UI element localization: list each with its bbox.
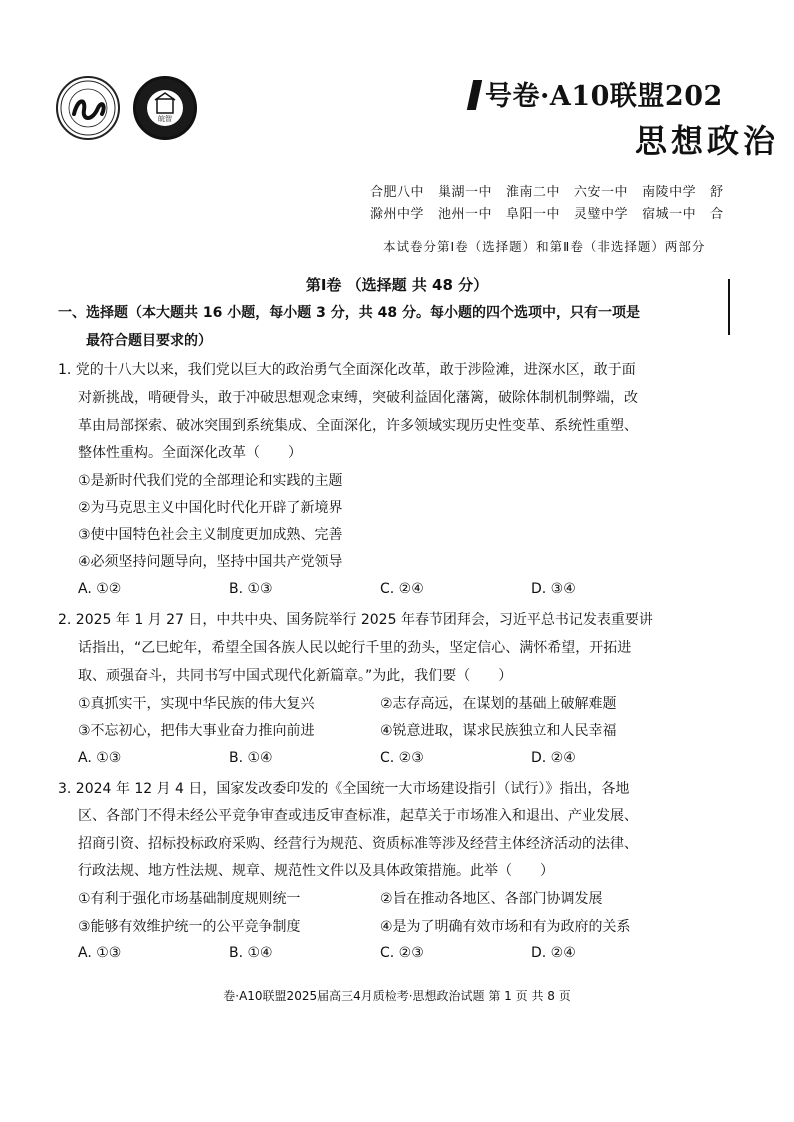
q2-line: 话指出，“乙巳蛇年，希望全国各族人民以蛇行千里的劲头，坚定信心、满怀希望，开拓进 xyxy=(78,640,632,656)
school-name: 淮南二中 xyxy=(506,185,561,200)
q3-line: 3. 2024 年 12 月 4 日，国家发改委印发的《全国统一大市场建设指引（试行）》指出，各地 xyxy=(58,781,630,797)
q1-option-b[interactable]: B. ①③ xyxy=(229,581,273,597)
alliance-logo xyxy=(56,76,120,140)
q3-option-b[interactable]: B. ①④ xyxy=(229,945,273,961)
school-name: 合 xyxy=(710,207,724,222)
q2-option-d[interactable]: D. ②④ xyxy=(531,750,576,766)
q3-statement: ④是为了明确有效市场和有为政府的关系 xyxy=(380,919,631,935)
page-footer: 卷·A10联盟2025届高三4月质检考·思想政治试题 第 1 页 共 8 页 xyxy=(223,989,571,1003)
q3-line: 行政法规、地方性法规、规章、规范性文件以及具体政策措施。此举（ ） xyxy=(78,863,554,879)
q3-option-c[interactable]: C. ②③ xyxy=(380,945,424,961)
q1-option-c[interactable]: C. ②④ xyxy=(380,581,424,597)
q1-line: 整体性重构。全面深化改革（ ） xyxy=(78,445,302,461)
schools-row-2 xyxy=(370,203,738,222)
instruction-line-2: 最符合题目要求的） xyxy=(86,333,212,349)
svg-text:皖智: 皖智 xyxy=(158,115,172,123)
exam-title: 号卷·A10联盟202 xyxy=(470,74,723,113)
school-name: 南陵中学 xyxy=(642,185,697,200)
q2-statement: ③不忘初心，把伟大事业奋力推向前进 xyxy=(78,723,315,739)
q3-option-a[interactable]: A. ①③ xyxy=(78,945,122,961)
q3-option-d[interactable]: D. ②④ xyxy=(531,945,576,961)
q2-line: 取、顽强奋斗，共同书写中国式现代化新篇章。”为此，我们要（ ） xyxy=(78,668,513,684)
q2-statement: ②志存高远，在谋划的基础上破解难题 xyxy=(380,696,617,712)
q3-statement: ②旨在推动各地区、各部门协调发展 xyxy=(380,891,603,907)
school-name: 宿城一中 xyxy=(642,207,697,222)
q1-line: 对新挑战，啃硬骨头，敢于冲破思想观念束缚，突破利益固化藩篱，破除体制机制弊端，改 xyxy=(78,390,638,406)
school-name: 滁州中学 xyxy=(370,207,425,222)
school-name: 巢湖一中 xyxy=(438,185,493,200)
q1-line: 1. 党的十八大以来，我们党以巨大的政治勇气全面深化改革，敢于涉险滩，进深水区，敢于面 xyxy=(58,362,636,378)
q1-option-a[interactable]: A. ①② xyxy=(78,581,122,597)
q2-option-b[interactable]: B. ①④ xyxy=(229,750,273,766)
school-name: 合肥八中 xyxy=(370,185,425,200)
school-name: 池州一中 xyxy=(438,207,493,222)
school-name: 灵璧中学 xyxy=(574,207,629,222)
q1-line: 革由局部探索、破冰突围到系统集成、全面深化，许多领域实现历史性变革、系统性重塑、 xyxy=(78,418,638,434)
title-mark-icon xyxy=(467,80,482,110)
subject-title: 思想政治 xyxy=(635,122,780,160)
q1-statement: ④必须坚持问题导向，坚持中国共产党领导 xyxy=(78,554,343,570)
q1-option-d[interactable]: D. ③④ xyxy=(531,581,576,597)
exam-note: 本试卷分第Ⅰ卷（选择题）和第Ⅱ卷（非选择题）两部分 xyxy=(383,239,706,254)
q3-statement: ①有利于强化市场基础制度规则统一 xyxy=(78,891,301,907)
q2-statement: ④锐意进取，谋求民族独立和人民幸福 xyxy=(380,723,617,739)
instruction-line-1: 一、选择题（本大题共 16 小题，每小题 3 分，共 48 分。每小题的四个选项中，只有一项是 xyxy=(58,305,640,321)
schools-row-1 xyxy=(370,181,738,200)
q1-statement: ②为马克思主义中国化时代化开辟了新境界 xyxy=(78,500,343,516)
q2-statement: ①真抓实干，实现中华民族的伟大复兴 xyxy=(78,696,315,712)
school-name: 六安一中 xyxy=(574,185,629,200)
school-name: 舒 xyxy=(710,185,724,200)
q3-statement: ③能够有效维护统一的公平竞争制度 xyxy=(78,919,301,935)
q2-option-c[interactable]: C. ②③ xyxy=(380,750,424,766)
q3-line: 区、各部门不得未经公平竞争审查或违反审查标准，起草关于市场准入和退出、产业发展、 xyxy=(78,808,638,824)
q1-statement: ③使中国特色社会主义制度更加成熟、完善 xyxy=(78,527,343,543)
q1-statement: ①是新时代我们党的全部理论和实践的主题 xyxy=(78,473,343,489)
school-name: 阜阳一中 xyxy=(506,207,561,222)
q3-line: 招商引资、招标投标政府采购、经营行为规范、资质标准等涉及经营主体经济活动的法律、 xyxy=(78,836,638,852)
q2-option-a[interactable]: A. ①③ xyxy=(78,750,122,766)
q2-line: 2. 2025 年 1 月 27 日，中共中央、国务院举行 2025 年春节团拜会，习近平总书记发表重要讲 xyxy=(58,612,653,628)
section-title: 第Ⅰ卷 （选择题 共 48 分） xyxy=(305,276,489,294)
education-logo xyxy=(133,76,197,140)
